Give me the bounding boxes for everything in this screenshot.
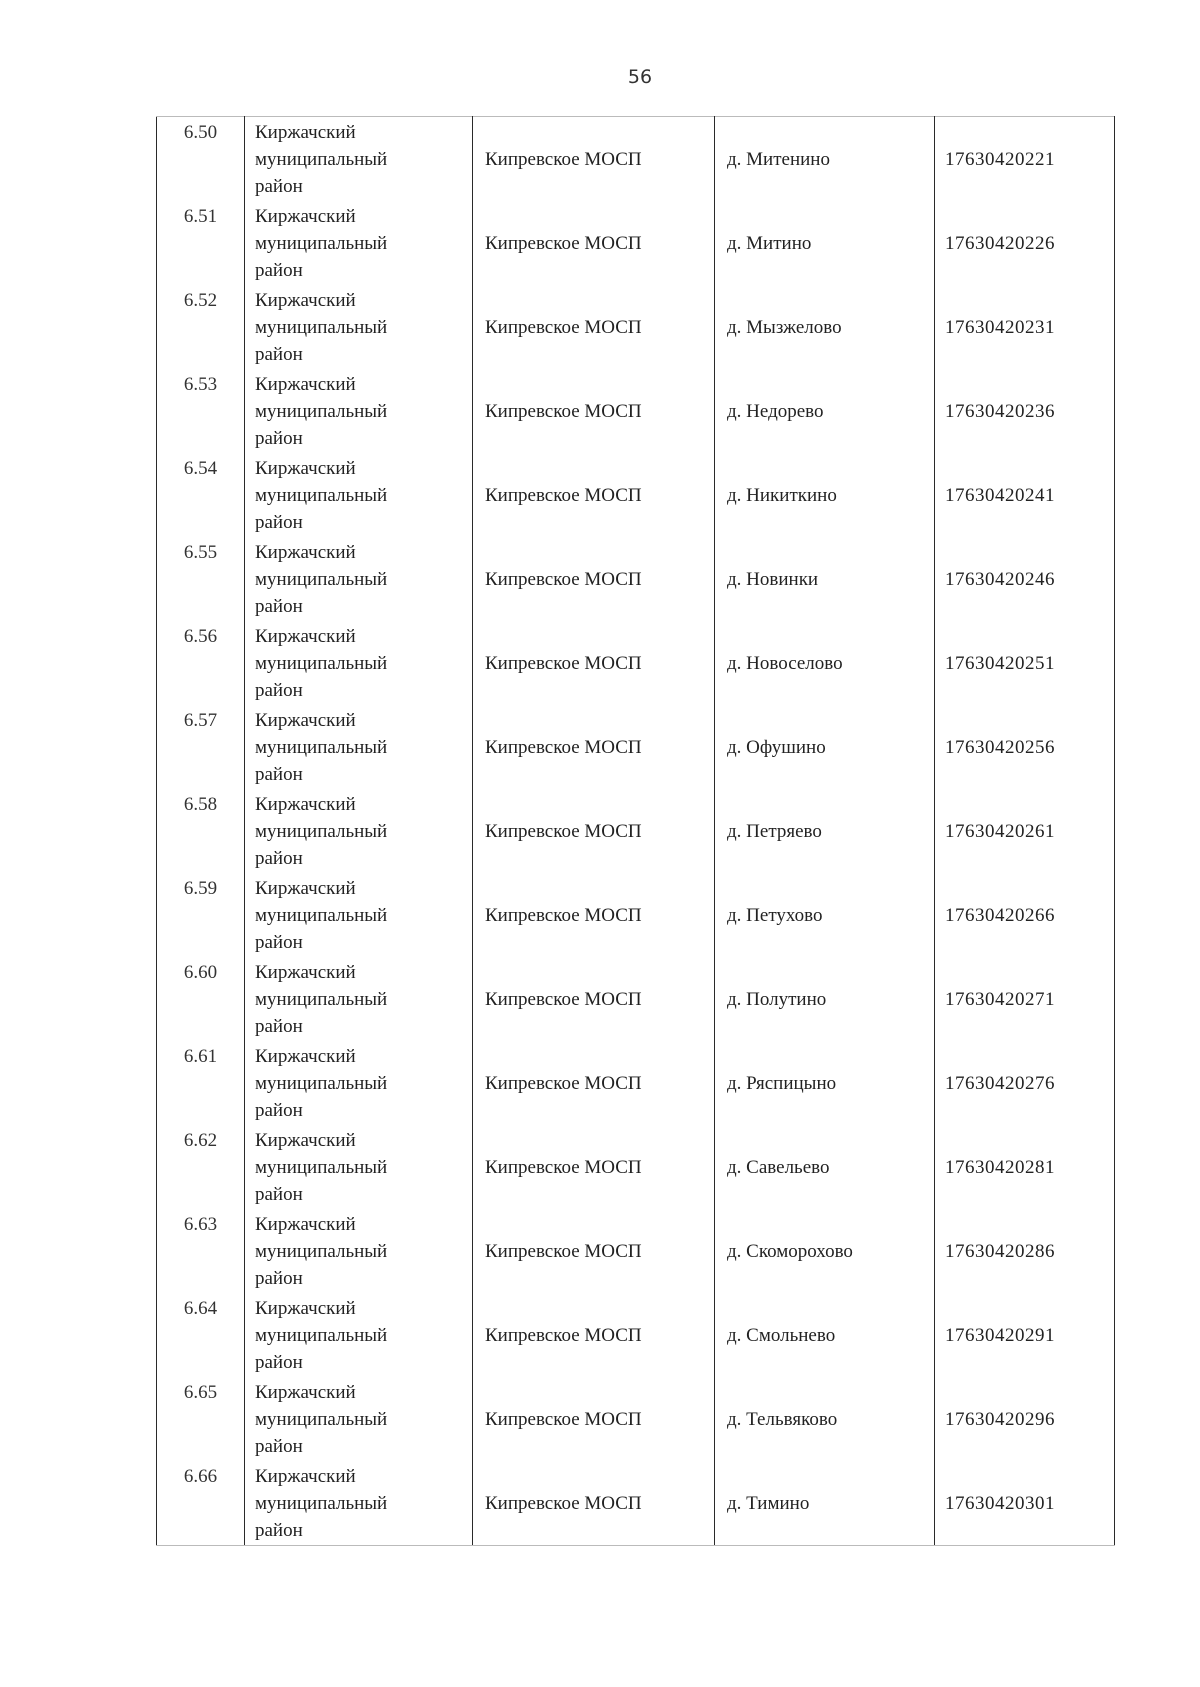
- district-line: Киржачский: [255, 1298, 356, 1319]
- table-row: [157, 873, 1115, 957]
- settlement-cell: Кипревское МОСП: [473, 453, 715, 537]
- district-line: район: [255, 1184, 303, 1205]
- district-cell: [245, 873, 473, 957]
- oktmo-code-cell: 17630420236: [935, 369, 1115, 453]
- district-line: Киржачский: [255, 122, 356, 143]
- settlement-cell: Кипревское МОСП: [473, 1377, 715, 1461]
- district-line: Киржачский: [255, 206, 356, 227]
- oktmo-code-cell: 17630420226: [935, 201, 1115, 285]
- district-line: район: [255, 428, 303, 449]
- row-number: 6.57: [157, 705, 245, 789]
- row-number: 6.52: [157, 285, 245, 369]
- row-number: 6.56: [157, 621, 245, 705]
- table-row: [157, 117, 1115, 202]
- locality-cell: д. Петухово: [715, 873, 935, 957]
- district-line: район: [255, 176, 303, 197]
- table-row: [157, 1461, 1115, 1546]
- oktmo-code-cell: 17630420256: [935, 705, 1115, 789]
- table-row: [157, 1041, 1115, 1125]
- settlements-table: [156, 116, 1115, 1546]
- district-line: Киржачский: [255, 290, 356, 311]
- district-line: Киржачский: [255, 542, 356, 563]
- district-line: муниципальный: [255, 1493, 388, 1514]
- oktmo-code-cell: 17630420241: [935, 453, 1115, 537]
- district-line: Киржачский: [255, 1214, 356, 1235]
- table-row: [157, 705, 1115, 789]
- district-line: район: [255, 596, 303, 617]
- locality-cell: д. Смольнево: [715, 1293, 935, 1377]
- locality-cell: д. Ряспицыно: [715, 1041, 935, 1125]
- table-row: [157, 537, 1115, 621]
- settlement-cell: Кипревское МОСП: [473, 621, 715, 705]
- settlement-cell: Кипревское МОСП: [473, 789, 715, 873]
- row-number: 6.58: [157, 789, 245, 873]
- settlement-cell: Кипревское МОСП: [473, 705, 715, 789]
- district-line: муниципальный: [255, 233, 388, 254]
- row-number: 6.59: [157, 873, 245, 957]
- row-number: 6.63: [157, 1209, 245, 1293]
- oktmo-code-cell: 17630420261: [935, 789, 1115, 873]
- settlement-cell: Кипревское МОСП: [473, 1293, 715, 1377]
- row-number: 6.51: [157, 201, 245, 285]
- district-line: район: [255, 260, 303, 281]
- locality-cell: д. Петряево: [715, 789, 935, 873]
- district-cell: [245, 369, 473, 453]
- settlement-cell: Кипревское МОСП: [473, 1125, 715, 1209]
- table-row: [157, 453, 1115, 537]
- locality-cell: д. Новинки: [715, 537, 935, 621]
- oktmo-code-cell: 17630420221: [935, 117, 1115, 202]
- district-cell: [245, 1041, 473, 1125]
- oktmo-code-cell: 17630420246: [935, 537, 1115, 621]
- district-line: район: [255, 1016, 303, 1037]
- district-line: Киржачский: [255, 710, 356, 731]
- district-line: муниципальный: [255, 401, 388, 422]
- district-cell: [245, 705, 473, 789]
- row-number: 6.65: [157, 1377, 245, 1461]
- settlement-cell: Кипревское МОСП: [473, 1041, 715, 1125]
- district-line: муниципальный: [255, 905, 388, 926]
- oktmo-code-cell: 17630420251: [935, 621, 1115, 705]
- row-number: 6.60: [157, 957, 245, 1041]
- locality-cell: д. Новоселово: [715, 621, 935, 705]
- settlements-table-container: [156, 116, 1114, 1546]
- locality-cell: д. Тельвяково: [715, 1377, 935, 1461]
- settlement-cell: Кипревское МОСП: [473, 285, 715, 369]
- table-row: [157, 285, 1115, 369]
- locality-cell: д. Митино: [715, 201, 935, 285]
- row-number: 6.64: [157, 1293, 245, 1377]
- district-line: район: [255, 932, 303, 953]
- district-line: район: [255, 512, 303, 533]
- district-line: муниципальный: [255, 569, 388, 590]
- district-cell: [245, 957, 473, 1041]
- district-line: район: [255, 1268, 303, 1289]
- district-line: Киржачский: [255, 1466, 356, 1487]
- district-line: Киржачский: [255, 962, 356, 983]
- district-cell: [245, 285, 473, 369]
- district-cell: [245, 537, 473, 621]
- locality-cell: д. Офушино: [715, 705, 935, 789]
- settlement-cell: Кипревское МОСП: [473, 201, 715, 285]
- district-line: район: [255, 680, 303, 701]
- district-line: муниципальный: [255, 821, 388, 842]
- oktmo-code-cell: 17630420296: [935, 1377, 1115, 1461]
- row-number: 6.53: [157, 369, 245, 453]
- district-line: муниципальный: [255, 149, 388, 170]
- table-row: [157, 369, 1115, 453]
- row-number: 6.66: [157, 1461, 245, 1546]
- oktmo-code-cell: 17630420301: [935, 1461, 1115, 1546]
- oktmo-code-cell: 17630420276: [935, 1041, 1115, 1125]
- district-cell: [245, 453, 473, 537]
- settlement-cell: Кипревское МОСП: [473, 873, 715, 957]
- district-line: муниципальный: [255, 989, 388, 1010]
- locality-cell: д. Полутино: [715, 957, 935, 1041]
- row-number: 6.62: [157, 1125, 245, 1209]
- district-line: муниципальный: [255, 1157, 388, 1178]
- locality-cell: д. Скоморохово: [715, 1209, 935, 1293]
- oktmo-code-cell: 17630420231: [935, 285, 1115, 369]
- district-cell: [245, 1125, 473, 1209]
- district-line: муниципальный: [255, 317, 388, 338]
- table-body: [157, 117, 1115, 1546]
- locality-cell: д. Тимино: [715, 1461, 935, 1546]
- oktmo-code-cell: 17630420286: [935, 1209, 1115, 1293]
- locality-cell: д. Савельево: [715, 1125, 935, 1209]
- table-row: [157, 957, 1115, 1041]
- district-cell: [245, 1293, 473, 1377]
- district-line: Киржачский: [255, 458, 356, 479]
- district-line: Киржачский: [255, 626, 356, 647]
- oktmo-code-cell: 17630420291: [935, 1293, 1115, 1377]
- district-line: Киржачский: [255, 878, 356, 899]
- district-cell: [245, 1377, 473, 1461]
- district-cell: [245, 1209, 473, 1293]
- district-line: муниципальный: [255, 485, 388, 506]
- settlement-cell: Кипревское МОСП: [473, 369, 715, 453]
- district-line: район: [255, 764, 303, 785]
- district-line: Киржачский: [255, 1046, 356, 1067]
- district-line: муниципальный: [255, 653, 388, 674]
- district-cell: [245, 1461, 473, 1546]
- district-line: район: [255, 848, 303, 869]
- district-line: муниципальный: [255, 1325, 388, 1346]
- settlement-cell: Кипревское МОСП: [473, 957, 715, 1041]
- table-row: [157, 789, 1115, 873]
- settlement-cell: Кипревское МОСП: [473, 537, 715, 621]
- oktmo-code-cell: 17630420281: [935, 1125, 1115, 1209]
- district-line: район: [255, 1436, 303, 1457]
- locality-cell: д. Никиткино: [715, 453, 935, 537]
- district-line: Киржачский: [255, 1382, 356, 1403]
- district-cell: [245, 201, 473, 285]
- district-cell: [245, 789, 473, 873]
- district-cell: [245, 621, 473, 705]
- table-row: [157, 201, 1115, 285]
- locality-cell: д. Митенино: [715, 117, 935, 202]
- district-line: район: [255, 344, 303, 365]
- table-row: [157, 1209, 1115, 1293]
- settlement-cell: Кипревское МОСП: [473, 1209, 715, 1293]
- oktmo-code-cell: 17630420266: [935, 873, 1115, 957]
- oktmo-code-cell: 17630420271: [935, 957, 1115, 1041]
- table-row: [157, 1125, 1115, 1209]
- settlement-cell: Кипревское МОСП: [473, 117, 715, 202]
- district-line: муниципальный: [255, 1073, 388, 1094]
- district-line: муниципальный: [255, 1409, 388, 1430]
- settlement-cell: Кипревское МОСП: [473, 1461, 715, 1546]
- row-number: 6.55: [157, 537, 245, 621]
- district-cell: [245, 117, 473, 202]
- district-line: муниципальный: [255, 1241, 388, 1262]
- locality-cell: д. Недорево: [715, 369, 935, 453]
- locality-cell: д. Мызжелово: [715, 285, 935, 369]
- row-number: 6.54: [157, 453, 245, 537]
- table-row: [157, 1377, 1115, 1461]
- row-number: 6.61: [157, 1041, 245, 1125]
- district-line: Киржачский: [255, 374, 356, 395]
- page-number: 56: [627, 66, 653, 88]
- district-line: муниципальный: [255, 737, 388, 758]
- district-line: район: [255, 1352, 303, 1373]
- district-line: Киржачский: [255, 794, 356, 815]
- district-line: район: [255, 1100, 303, 1121]
- row-number: 6.50: [157, 117, 245, 202]
- table-row: [157, 1293, 1115, 1377]
- district-line: район: [255, 1520, 303, 1541]
- table-row: [157, 621, 1115, 705]
- district-line: Киржачский: [255, 1130, 356, 1151]
